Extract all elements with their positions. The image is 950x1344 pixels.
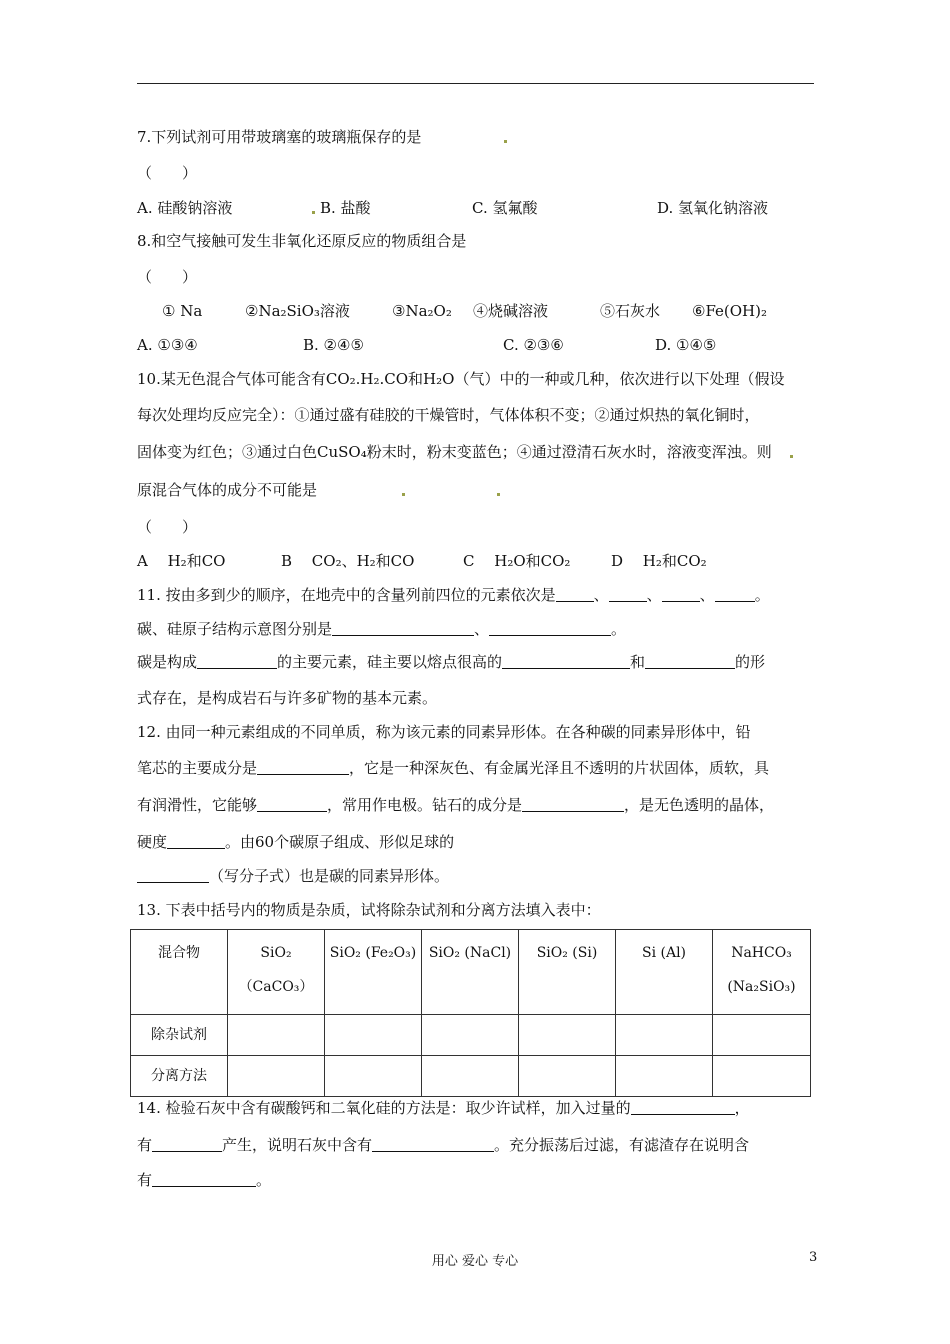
q14-text-c1: 有: [137, 1171, 153, 1189]
header-cell: SiO₂ (Si): [519, 930, 616, 1015]
answer-blank: [257, 796, 327, 812]
q11-text-b: 碳、硅原子结构示意图分别是: [137, 620, 333, 638]
q12-line-5: [137, 866, 449, 886]
q8-item-5: ⑤石灰水: [600, 302, 661, 320]
q14-line-3: [137, 1170, 271, 1190]
speck-mark: [790, 455, 793, 458]
table-cell: [422, 1056, 519, 1097]
header-cell: SiO₂ (NaCl): [422, 930, 519, 1015]
q11-text-c1: 碳是构成: [137, 653, 198, 671]
answer-blank: [332, 620, 474, 636]
answer-blank: [257, 759, 349, 775]
q11-text-a: 11. 按由多到少的顺序，在地壳中的含量列前四位的元素依次是: [137, 586, 556, 604]
answer-blank: [372, 1136, 494, 1152]
answer-blank: [645, 653, 735, 669]
answer-blank: [152, 1171, 256, 1187]
q10-line-2: 每次处理均反应完全）：①通过盛有硅胶的干燥管时，气体体积不变；②通过炽热的氧化铜时，: [137, 406, 760, 424]
q14-text-a1: 14. 检验石灰中含有碳酸钙和二氧化硅的方法是：取少许试样，加入过量的: [137, 1099, 631, 1117]
q7-option-d: D. 氢氧化钠溶液: [657, 199, 769, 217]
answer-blank: [489, 620, 611, 636]
q14-text-c2: 。: [256, 1171, 272, 1189]
q8-option-a: A. ①③④: [137, 336, 198, 354]
separator: 、: [593, 586, 609, 604]
table-cell: [228, 1015, 325, 1056]
table-cell: [616, 1056, 713, 1097]
separator: 、: [699, 586, 715, 604]
q10-option-b: B CO₂、H₂和CO: [281, 552, 415, 570]
table-row: [131, 1015, 811, 1056]
answer-blank: [715, 586, 755, 602]
impurity-table: [130, 929, 811, 1097]
table-cell: [713, 1056, 811, 1097]
answer-blank: [631, 1099, 735, 1115]
q8-item-2: ②Na₂SiO₃溶液: [245, 302, 350, 320]
answer-blank: [662, 586, 700, 602]
q12-text-c1: 有润滑性，它能够: [137, 796, 258, 814]
q11-text-c2: 的主要元素，硅主要以熔点很高的: [277, 653, 503, 671]
answer-blank: [556, 586, 594, 602]
q10-line-1: 10.某无色混合气体可能含有CO₂.H₂.CO和H₂O（气）中的一种或几种，依次进行以下处理（假设: [137, 370, 785, 388]
page-number: 3: [809, 1250, 818, 1265]
q12-line-3: [137, 795, 774, 815]
q12-text-d2: 。由60个碳原子组成、形似足球的: [225, 833, 455, 851]
q8-option-b: B. ②④⑤: [303, 336, 364, 354]
q10-option-d: D H₂和CO₂: [611, 552, 707, 570]
q11-line-4: 式存在，是构成岩石与许多矿物的基本元素。: [137, 689, 438, 707]
table-cell: [616, 1015, 713, 1056]
period: 。: [754, 586, 770, 604]
page-footer: 用心 爱心 专心: [431, 1254, 519, 1269]
q7-option-c: C. 氢氟酸: [472, 199, 538, 217]
row-label: 分离方法: [131, 1056, 228, 1097]
q8-paren: （ ）: [137, 268, 198, 286]
q12-line-4: [137, 832, 454, 852]
answer-blank: [609, 586, 647, 602]
table-cell: [325, 1015, 422, 1056]
answer-blank: [167, 833, 225, 849]
q10-paren: （ ）: [137, 518, 198, 536]
q12-text-e: （写分子式）也是碳的同素异形体。: [209, 867, 450, 885]
q10-line-4: 原混合气体的成分不可能是: [137, 481, 318, 499]
answer-blank: [197, 653, 277, 669]
q8-option-d: D. ①④⑤: [655, 336, 717, 354]
q8-item-6: ⑥Fe(OH)₂: [692, 302, 768, 320]
answer-blank: [502, 653, 630, 669]
table-header-row: [131, 930, 811, 1015]
header-cell: NaHCO₃ (Na₂SiO₃): [713, 930, 811, 1015]
q8-option-c: C. ②③⑥: [503, 336, 564, 354]
q10-option-c: C H₂O和CO₂: [463, 552, 571, 570]
q12-text-b2: ，它是一种深灰色、有金属光泽且不透明的片状固体，质软，具: [349, 759, 770, 777]
q7-option-b: B. 盐酸: [320, 199, 371, 217]
speck-mark: [497, 493, 500, 496]
table-row: [131, 1056, 811, 1097]
q7-stem: 7.下列试剂可用带玻璃塞的玻璃瓶保存的是: [137, 128, 422, 146]
q14-text-b3: 。充分振荡后过滤，有滤渣存在说明含: [494, 1136, 750, 1154]
q11-text-c3: 和: [630, 653, 646, 671]
q11-line-2: [137, 619, 626, 639]
q14-line-1: [137, 1098, 750, 1118]
q14-line-2: [137, 1135, 749, 1155]
q8-stem: 8.和空气接触可发生非氧化还原反应的物质组合是: [137, 232, 467, 250]
table-cell: [713, 1015, 811, 1056]
q8-item-4: ④烧碱溶液: [473, 302, 549, 320]
q11-line-1: [137, 585, 770, 605]
table-cell: [519, 1015, 616, 1056]
q12-line-2: [137, 758, 769, 778]
period: 。: [611, 620, 627, 638]
answer-blank: [522, 796, 624, 812]
q14-text-b1: 有: [137, 1136, 153, 1154]
header-cell: 混合物: [131, 930, 228, 1015]
speck-mark: [504, 140, 507, 143]
table-cell: [422, 1015, 519, 1056]
q12-text-c3: ，是无色透明的晶体，: [624, 796, 775, 814]
q13-stem: 13. 下表中括号内的物质是杂质，试将除杂试剂和分离方法填入表中：: [137, 901, 601, 919]
separator: 、: [646, 586, 662, 604]
q7-paren: （ ）: [137, 164, 198, 182]
answer-blank: [137, 867, 209, 883]
header-rule: [137, 83, 814, 84]
table-cell: [519, 1056, 616, 1097]
table-cell: [228, 1056, 325, 1097]
speck-mark: [402, 493, 405, 496]
table-cell: [325, 1056, 422, 1097]
q12-line-1: 12. 由同一种元素组成的不同单质，称为该元素的同素异形体。在各种碳的同素异形体中，铅: [137, 723, 751, 741]
q14-text-b2: 产生，说明石灰中含有: [222, 1136, 373, 1154]
q8-item-1: ① Na: [162, 302, 203, 320]
q10-line-3: 固体变为红色；③通过白色CuSO₄粉末时，粉末变蓝色；④通过澄清石灰水时，溶液变浑浊。则: [137, 443, 772, 461]
q10-option-a: A H₂和CO: [137, 552, 226, 570]
q8-item-3: ③Na₂O₂: [392, 302, 452, 320]
q12-text-b1: 笔芯的主要成分是: [137, 759, 258, 777]
q12-text-d1: 硬度: [137, 833, 168, 851]
header-cell: Si (Al): [616, 930, 713, 1015]
separator: 、: [474, 620, 490, 638]
answer-blank: [152, 1136, 222, 1152]
q14-text-a2: ，: [734, 1099, 750, 1117]
speck-mark: [312, 211, 315, 214]
q11-line-3: [137, 652, 765, 672]
q11-text-c4: 的形: [735, 653, 766, 671]
row-label: 除杂试剂: [131, 1015, 228, 1056]
header-cell: SiO₂ (Fe₂O₃): [325, 930, 422, 1015]
q7-option-a: A. 硅酸钠溶液: [137, 199, 233, 217]
header-cell: SiO₂（CaCO₃）: [228, 930, 325, 1015]
q12-text-c2: ，常用作电极。钻石的成分是: [327, 796, 523, 814]
